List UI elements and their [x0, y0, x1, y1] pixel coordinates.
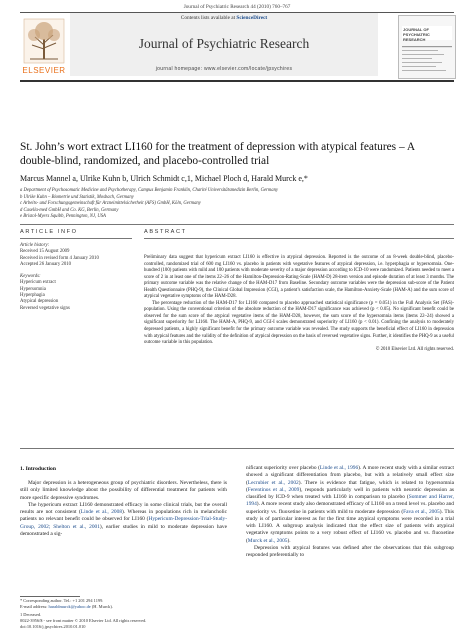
- affiliation-rule: [20, 224, 454, 225]
- text-run: ), earlier studies in mild to moderate depression have demonstrated a sig-: [20, 523, 228, 537]
- abstract-paragraph-2: The percentage reduction of the HAM-D17 for LI160 compared to placebo approached statistical significance (p = 0.051) in the Full Analysis Set (FAS)-population. Using the conventional criterion of the absolute reduction of the HAM-D17 significance was achieved (p < 0.05). No significant benefit could be observed for the sum score of the atypical vegetative items of the HAM-D28, however, the sum score of the hypersomnia items (items 22–24) showed a significant superiority for LI160. The HAM-A, PHQ-9, and CGI-I scales demonstrated superiority of LI160 (p < 0.01). Confining the analysis to moderately depressed patients, a highly significant benefit for the primary outcome variable was revealed. The study supports the beneficial effect of LI160 in depression with atypical features and the validity of the definition of atypical depression on the basis of reversed vegetative signs. Further, it identifies the PHQ-9 as a useful outcome variable in this population.: [144, 300, 454, 346]
- abstract-bottom-rule: [20, 448, 454, 449]
- copyright-line: © 2010 Elsevier Ltd. All rights reserved.: [375, 346, 454, 352]
- affiliation-a: a Department of Psychosomatic Medicine and Psychotherapy, Campus Benjamin Franklin, Charité Universitätsmedizin Berlin, Germany: [20, 188, 279, 193]
- history-accepted: Accepted 26 January 2010: [20, 261, 72, 267]
- author-list: Marcus Mannel a, Ulrike Kuhn b, Ulrich Schmidt c,1, Michael Ploch d, Harald Murck e,*: [20, 174, 308, 183]
- keyword: Reversed vegetative signs: [20, 305, 70, 311]
- deceased-note: 1 Deceased.: [20, 612, 42, 617]
- journal-homepage[interactable]: journal homepage: www.elsevier.com/locate/jpsychires: [155, 66, 293, 72]
- email-suffix: (H. Murck).: [90, 603, 113, 609]
- history-label: Article history:: [20, 243, 50, 248]
- citation-link[interactable]: Hypericum-Depression-Trial-Study-Group, 2002; Shelton et al., 2001: [20, 516, 227, 530]
- journal-cover-image: [398, 15, 456, 79]
- text-run: ). Whereas in populations rich in melancholic patients no relevant benefit could be observed for LI160 (: [20, 509, 228, 523]
- citation-link[interactable]: Linde et al., 1996: [319, 465, 359, 471]
- cover-title: JOURNAL OF PSYCHIATRIC RESEARCH: [403, 27, 430, 42]
- intro-paragraph-2: [20, 502, 227, 538]
- history-received: Received 15 August 2009: [20, 249, 70, 255]
- publisher-logo-text: ELSEVIER: [22, 66, 66, 75]
- text-run: The hypericum extract LI160 demonstrated efficacy in some clinical trials, but the overall results are not consistent (: [20, 501, 227, 515]
- affiliation-c: c Arbeits- und Forschungsgemeinschaft für Arzneimittelsicherheit (AFS) GmbH, Köln, Germany: [20, 201, 201, 206]
- affiliation-b: b Ulrike Kuhn – Biometrie und Statistik, Mosbach, Germany: [20, 194, 134, 200]
- body-right-column: [246, 465, 454, 559]
- header-bottom-rule: [20, 80, 454, 82]
- abstract-paragraph-1: Preliminary data suggest that hypericum extract LI160 is effective in atypical depression. Reported is the outcome of an 8-week double-blind, placebo-controlled, randomized trial of 600 mg LI160 vs. placebo in patients with vegetative features of atypical depression, i.e. hyperphagia or hypersomnia. One-hundred (100) patients with mild and 100 patients with moderate severity of a major depression according to ICD-10 were randomized. Patients needed to meet a score of 2 in at least one of the items 22–26 of the Hamilton-Depression-Rating-Scale (HAM-D) 28-item version and episode duration of at least 3 months. The primary outcome variable was the relative change of the HAM-D17 from Baseline. Secondary outcome variables were the depression sub-score of the Patient Health Questionnaire (PHQ-9), the Clinical Global Impression (CGI), a patient’s satisfaction scale, the Hamilton-Anxiety-Scale (HAM-A) and the sum score of atypical vegetative symptoms of the HAM-D28.: [144, 255, 454, 300]
- running-head: Journal of Psychiatric Research 44 (2010) 760–767: [183, 4, 291, 10]
- email-link[interactable]: haraldmurck@yahoo.de: [48, 603, 91, 609]
- citation-link[interactable]: Murck et al., 2005: [247, 537, 288, 544]
- footnotes: [20, 598, 227, 610]
- keyword: Hyperphagia: [20, 293, 45, 299]
- citation-link[interactable]: Ferentinos et al., 2009: [247, 486, 300, 493]
- keywords-label: Keywords:: [20, 274, 41, 280]
- issn-line: 0022-3956/$ - see front matter © 2010 Elsevier Ltd. All rights reserved.: [20, 617, 147, 623]
- affiliation-d: d Casella-med GmbH and Co. KG, Berlin, Germany: [20, 207, 119, 213]
- abstract-rule: [144, 238, 454, 239]
- journal-title: Journal of Psychiatric Research: [138, 36, 310, 51]
- abstract-body: [144, 255, 454, 353]
- contents-prefix: Contents lists available at: [180, 15, 237, 21]
- citation-link[interactable]: Sommer and Harrer, 1994: [246, 494, 454, 508]
- email-label: E-mail address:: [20, 603, 49, 609]
- text-run: ). This study is of particular interest as for the first time atypical symptoms were recorded in a trial with LI160. A subgroup analysis indicated that the effect size of patients with atypical vegetative symptoms points to a very robust effect of LI160 vs. placebo and vs. fluoxetine (: [246, 508, 454, 544]
- citation-link[interactable]: Linde et al., 2008: [80, 509, 123, 515]
- right-paragraph-2: Depression with atypical features was defined after the observations that this subgroup responded preferentially to: [246, 544, 454, 558]
- right-paragraph-1: [246, 465, 454, 545]
- footnote-rule: [20, 596, 80, 597]
- abstract-heading: ABSTRACT: [144, 229, 187, 235]
- text-run: ).: [287, 537, 291, 544]
- text-run: ), responds particularly well in patients with neurotic depression as classified by ICD-9 when treated with LI160 in comparison to placebo (: [246, 486, 454, 500]
- bottom-identifiers: [20, 612, 227, 629]
- keyword: Hypersomnia: [20, 286, 46, 292]
- corresponding-author-note: * Corresponding author. Tel.: +1 201 294 1199.: [20, 598, 104, 603]
- body-left-column: [20, 480, 227, 538]
- text-run: ). A more recent study also demonstrated efficacy of LI160 on a trend level vs. placebo and superiority vs. fluoxetine in patients with mild to moderate depression (: [246, 501, 454, 515]
- affiliation-e: e Bristol-Myers Squibb, Pennington, NJ, USA: [20, 214, 106, 219]
- intro-paragraph-1: Major depression is a heterogeneous group of psychiatric disorders. Nevertheless, there is still only limited knowledge about the possibility of differential treatment for patients with more specific depressive syndromes.: [20, 480, 227, 501]
- history-revised: Received in revised form 4 January 2010: [20, 255, 99, 261]
- introduction-heading: 1. Introduction: [20, 466, 56, 472]
- text-run: ). A more recent study with a similar extract showed a significant differentiation from placebo, but with a relatively small effect size (: [246, 465, 454, 486]
- article-info: [20, 243, 120, 312]
- sciencedirect-link[interactable]: ScienceDirect: [236, 15, 268, 21]
- keyword: Atypical depression: [20, 299, 59, 305]
- text-run: ). There is evidence that fatigue, which is related to hypersomnia (: [246, 479, 454, 493]
- affiliations: [20, 188, 450, 221]
- text-run: nificant superiority over placebo (: [246, 465, 320, 471]
- email-note: [20, 604, 227, 610]
- article-title: St. John’s wort extract LI160 for the treatment of depression with atypical features – A double-blind, randomized, and placebo-controlled trial: [20, 141, 415, 167]
- contents-line: [70, 15, 378, 21]
- article-info-heading: ARTICLE INFO: [20, 229, 78, 235]
- citation-link[interactable]: Lecrubier et al., 2002: [247, 479, 299, 486]
- article-info-rule: [20, 238, 132, 239]
- doi-link[interactable]: doi:10.1016/j.jpsychires.2010.01.010: [20, 623, 86, 629]
- keyword: Hypericum extract: [20, 280, 56, 286]
- citation-link[interactable]: Fava et al., 2005: [403, 508, 440, 515]
